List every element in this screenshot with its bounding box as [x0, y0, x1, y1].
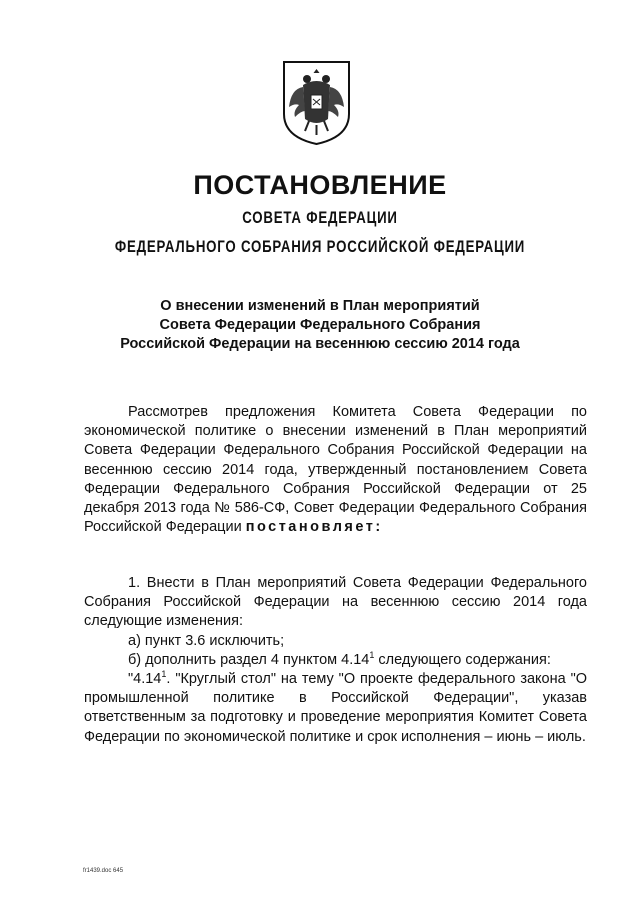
document-title: ПОСТАНОВЛЕНИЕ [193, 170, 447, 200]
quote-text: . "Круглый стол" на тему "О проекте федерального закона "О промышленной политике в Российской Федерации", указав ответственным за подготовку и проведение мероприятия Комитет Совета Федерации по экономической политике и срок исполнения – июнь – июль. [84, 671, 587, 745]
preamble-text: Рассмотрев предложения Комитета Совета Федерации по экономической политике о внесении изменений в План мероприятий Совета Федерации Федерального Собрания Российской Федерации на весеннюю сессию 2014 года, утвержденный постановлением Совета Федерации Федерального Собрания Российской Федерации от 25 декабря 2013 года № 586-СФ, Совет Федерации Федерального Собрания Российской Федерации [84, 404, 587, 536]
item-a-paragraph: а) пункт 3.6 исключить; [128, 632, 285, 649]
item-b-paragraph [84, 651, 587, 670]
heading-line: О внесении изменений в План мероприятий [160, 298, 480, 314]
heading-line: Совета Федерации Федерального Собрания [159, 317, 481, 333]
preamble-paragraph [84, 403, 587, 537]
quote-paragraph [84, 670, 587, 747]
item-b-superscript: 1 [369, 649, 375, 660]
item-1-paragraph: 1. Внести в План мероприятий Совета Федерации Федерального Собрания Российской Федерации на весеннюю сессию 2014 года следующие изменения: [84, 575, 587, 630]
document-issuer-body: ФЕДЕРАЛЬНОГО СОБРАНИЯ РОССИЙСКОЙ ФЕДЕРАЦИИ [114, 237, 526, 256]
quote-start: "4.14 [128, 671, 162, 688]
heading-line: Российской Федерации на весеннюю сессию 2014 года [120, 336, 520, 352]
resolution-heading [0, 297, 640, 354]
item-b-text: б) дополнить раздел 4 пунктом 4.14 [128, 651, 370, 668]
decision-block [84, 574, 587, 747]
item-b-text-end: следующего содержания: [374, 651, 551, 668]
preamble-block [84, 403, 587, 537]
file-reference: fr1439.doc 645 [83, 868, 124, 874]
quote-superscript: 1 [161, 669, 167, 680]
document-issuer: СОВЕТА ФЕДЕРАЦИИ [242, 208, 398, 227]
state-emblem-icon [281, 59, 352, 146]
resolves-word: постановляет: [245, 519, 383, 536]
